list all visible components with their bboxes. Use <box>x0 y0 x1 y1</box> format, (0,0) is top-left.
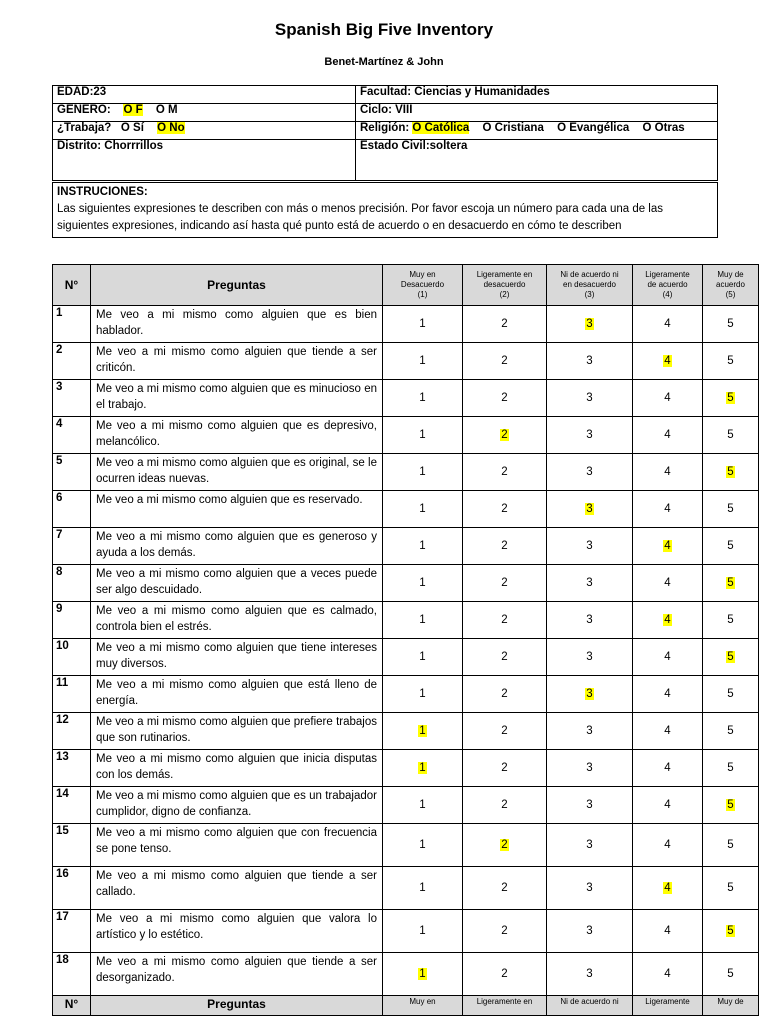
trabaja-field <box>53 122 356 140</box>
answer-cell[interactable] <box>547 953 633 996</box>
table-row <box>53 602 759 639</box>
answer-option: 4 <box>664 651 671 663</box>
religion-field <box>356 122 718 140</box>
footer-questions: Preguntas <box>91 996 383 1016</box>
questions-header-row <box>53 265 759 306</box>
question-number: 9 <box>53 602 91 639</box>
answer-option: 4 <box>664 540 671 552</box>
religion-option-evangelica[interactable]: O Evangélica <box>557 122 630 134</box>
question-number: 15 <box>53 824 91 867</box>
answer-cell[interactable] <box>547 491 633 528</box>
answer-option: 1 <box>419 466 426 478</box>
answer-option: 2 <box>501 540 508 552</box>
answer-cell[interactable] <box>633 713 703 750</box>
answer-cell[interactable] <box>383 639 463 676</box>
answer-option: 1 <box>419 839 426 851</box>
question-text: Me veo a mi mismo como alguien que prefiere trabajos que son rutinarios. <box>91 713 383 750</box>
answer-cell[interactable] <box>547 867 633 910</box>
question-number: 8 <box>53 565 91 602</box>
answer-cell[interactable] <box>633 953 703 996</box>
answer-cell[interactable] <box>703 528 759 565</box>
answer-cell[interactable] <box>703 639 759 676</box>
answer-option: 1 <box>419 925 426 937</box>
answer-cell[interactable] <box>703 910 759 953</box>
answer-option: 2 <box>501 882 508 894</box>
answer-option: 2 <box>501 466 508 478</box>
answer-cell[interactable] <box>633 528 703 565</box>
answer-option: 5 <box>727 355 734 367</box>
answer-cell[interactable] <box>633 565 703 602</box>
answer-option: 1 <box>419 540 426 552</box>
table-row <box>53 639 759 676</box>
answer-option: 1 <box>419 429 426 441</box>
question-text: Me veo a mi mismo como alguien que inicia disputas con los demás. <box>91 750 383 787</box>
footer-scale-3: Ni de acuerdo ni <box>547 996 633 1016</box>
question-text: Me veo a mi mismo como alguien que es reservado. <box>91 491 383 528</box>
question-number: 4 <box>53 417 91 454</box>
document-title: Spanish Big Five Inventory <box>274 20 494 39</box>
answer-cell[interactable] <box>703 565 759 602</box>
question-text: Me veo a mi mismo como alguien que es generoso y ayuda a los demás. <box>91 528 383 565</box>
question-number: 10 <box>53 639 91 676</box>
answer-option: 3 <box>586 503 593 515</box>
answer-cell[interactable] <box>633 639 703 676</box>
header-number: N° <box>53 265 91 306</box>
answer-cell[interactable] <box>633 750 703 787</box>
table-row <box>53 565 759 602</box>
answer-cell[interactable] <box>547 910 633 953</box>
answer-cell[interactable] <box>703 713 759 750</box>
demographics-table <box>52 85 718 181</box>
questions-footer-row <box>53 996 759 1016</box>
question-text: Me veo a mi mismo como alguien que es calmado, controla bien el estrés. <box>91 602 383 639</box>
answer-cell[interactable] <box>463 867 547 910</box>
genero-label: GENERO: <box>57 104 111 116</box>
answer-option: 3 <box>586 651 593 663</box>
table-row <box>53 491 759 528</box>
answer-cell[interactable] <box>383 491 463 528</box>
answer-cell[interactable] <box>463 676 547 713</box>
trabaja-label: ¿Trabaja? <box>57 122 112 134</box>
answer-option: 4 <box>664 318 671 330</box>
answer-cell[interactable] <box>383 910 463 953</box>
answer-option: 1 <box>419 355 426 367</box>
instructions-label: INSTRUCIONES: <box>57 186 148 198</box>
answer-cell[interactable] <box>463 491 547 528</box>
answer-cell[interactable] <box>463 750 547 787</box>
question-text: Me veo a mi mismo como alguien que es un trabajador cumplidor, digno de confianza. <box>91 787 383 824</box>
answer-option: 2 <box>501 429 508 441</box>
answer-option: 2 <box>501 725 508 737</box>
answer-option: 4 <box>664 799 671 811</box>
answer-cell[interactable] <box>463 306 547 343</box>
answer-cell[interactable] <box>633 867 703 910</box>
answer-cell[interactable] <box>547 306 633 343</box>
answer-cell[interactable] <box>547 528 633 565</box>
answer-option: 4 <box>664 466 671 478</box>
table-row <box>53 417 759 454</box>
answer-option: 1 <box>419 651 426 663</box>
question-text: Me veo a mi mismo como alguien que es minucioso en el trabajo. <box>91 380 383 417</box>
table-row <box>53 306 759 343</box>
answer-option: 2 <box>501 968 508 980</box>
question-text: Me veo a mi mismo como alguien que valora lo artístico y lo estético. <box>91 910 383 953</box>
answer-option: 5 <box>727 762 734 774</box>
footer-scale-5: Muy de <box>703 996 759 1016</box>
answer-cell[interactable] <box>703 343 759 380</box>
answer-cell[interactable] <box>703 867 759 910</box>
question-number: 6 <box>53 491 91 528</box>
answer-option: 3 <box>586 577 593 589</box>
answer-cell[interactable] <box>383 787 463 824</box>
header-questions: Preguntas <box>91 265 383 306</box>
answer-cell[interactable] <box>547 750 633 787</box>
answer-option: 2 <box>501 614 508 626</box>
answer-option: 4 <box>664 762 671 774</box>
table-row <box>53 528 759 565</box>
answer-option: 1 <box>419 318 426 330</box>
table-row <box>53 910 759 953</box>
answer-option: 3 <box>586 968 593 980</box>
answer-option: 1 <box>419 799 426 811</box>
answer-option: 3 <box>586 839 593 851</box>
answer-option: 4 <box>664 688 671 700</box>
answer-option: 2 <box>501 688 508 700</box>
answer-cell[interactable] <box>463 602 547 639</box>
answer-option: 4 <box>664 503 671 515</box>
document-authors: Benet-Martínez & John <box>324 56 444 68</box>
genero-option-m[interactable]: O M <box>155 104 178 116</box>
answer-cell[interactable] <box>383 750 463 787</box>
answer-option: 5 <box>727 392 734 404</box>
answer-cell[interactable] <box>703 417 759 454</box>
answer-option: 2 <box>501 925 508 937</box>
question-number: 5 <box>53 454 91 491</box>
trabaja-option-si[interactable]: O Sí <box>120 122 144 134</box>
trabaja-option-no[interactable]: O No <box>157 122 185 134</box>
header-scale-4: Ligeramente de acuerdo (4) <box>633 265 703 306</box>
answer-cell[interactable] <box>383 454 463 491</box>
answer-option: 4 <box>664 925 671 937</box>
table-row <box>53 380 759 417</box>
question-number: 2 <box>53 343 91 380</box>
answer-cell[interactable] <box>383 306 463 343</box>
answer-cell[interactable] <box>633 417 703 454</box>
answer-cell[interactable] <box>547 639 633 676</box>
answer-cell[interactable] <box>547 787 633 824</box>
answer-cell[interactable] <box>463 824 547 867</box>
answer-option: 2 <box>501 392 508 404</box>
answer-option: 3 <box>586 540 593 552</box>
ciclo-field: Ciclo: VIII <box>356 104 718 122</box>
answer-option: 4 <box>664 392 671 404</box>
answer-option: 3 <box>586 392 593 404</box>
question-text: Me veo a mi mismo como alguien que tiene intereses muy diversos. <box>91 639 383 676</box>
table-row <box>53 713 759 750</box>
answer-cell[interactable] <box>463 639 547 676</box>
answer-option: 4 <box>664 355 671 367</box>
answer-cell[interactable] <box>383 565 463 602</box>
facultad-field: Facultad: Ciencias y Humanidades <box>356 86 718 104</box>
answer-option: 1 <box>419 968 426 980</box>
answer-cell[interactable] <box>383 417 463 454</box>
table-row <box>53 824 759 867</box>
religion-option-otras[interactable]: O Otras <box>642 122 685 134</box>
answer-cell[interactable] <box>383 867 463 910</box>
answer-cell[interactable] <box>547 676 633 713</box>
question-number: 17 <box>53 910 91 953</box>
religion-option-cristiana[interactable]: O Cristiana <box>482 122 544 134</box>
answer-cell[interactable] <box>633 910 703 953</box>
question-number: 16 <box>53 867 91 910</box>
answer-cell[interactable] <box>633 602 703 639</box>
answer-cell[interactable] <box>633 306 703 343</box>
answer-cell[interactable] <box>633 676 703 713</box>
question-number: 3 <box>53 380 91 417</box>
answer-cell[interactable] <box>547 713 633 750</box>
answer-option: 1 <box>419 762 426 774</box>
answer-cell[interactable] <box>547 565 633 602</box>
question-text: Me veo a mi mismo como alguien que tiende a ser criticón. <box>91 343 383 380</box>
table-row <box>53 343 759 380</box>
table-row <box>53 676 759 713</box>
question-number: 7 <box>53 528 91 565</box>
answer-cell[interactable] <box>463 565 547 602</box>
answer-cell[interactable] <box>633 343 703 380</box>
footer-number: N° <box>53 996 91 1016</box>
question-number: 14 <box>53 787 91 824</box>
header-scale-5: Muy de acuerdo (5) <box>703 265 759 306</box>
answer-option: 1 <box>419 882 426 894</box>
answer-option: 3 <box>586 725 593 737</box>
answer-cell[interactable] <box>383 528 463 565</box>
question-number: 18 <box>53 953 91 996</box>
answer-cell[interactable] <box>463 343 547 380</box>
answer-cell[interactable] <box>547 454 633 491</box>
genero-field <box>53 104 356 122</box>
answer-option: 4 <box>664 614 671 626</box>
answer-cell[interactable] <box>463 713 547 750</box>
answer-cell[interactable] <box>633 491 703 528</box>
answer-option: 5 <box>727 799 734 811</box>
answer-cell[interactable] <box>463 787 547 824</box>
edad-field: EDAD:23 <box>53 86 356 104</box>
answer-cell[interactable] <box>463 910 547 953</box>
answer-cell[interactable] <box>383 343 463 380</box>
answer-option: 4 <box>664 968 671 980</box>
answer-cell[interactable] <box>383 676 463 713</box>
answer-cell[interactable] <box>547 380 633 417</box>
answer-option: 2 <box>501 839 508 851</box>
instructions-box <box>52 182 718 238</box>
answer-cell[interactable] <box>547 343 633 380</box>
question-number: 11 <box>53 676 91 713</box>
answer-option: 3 <box>586 355 593 367</box>
answer-option: 1 <box>419 725 426 737</box>
answer-option: 4 <box>664 839 671 851</box>
table-row <box>53 787 759 824</box>
instructions-text: Las siguientes expresiones te describen con más o menos precisión. Por favor escoja un número para cada una de las siguientes expresiones, indicando así hasta qué punto está de acuerdo o en desacuerdo en cómo te describen <box>57 203 664 232</box>
answer-option: 3 <box>586 882 593 894</box>
answer-cell[interactable] <box>463 528 547 565</box>
answer-option: 5 <box>727 688 734 700</box>
question-text: Me veo a mi mismo como alguien que es original, se le ocurren ideas nuevas. <box>91 454 383 491</box>
answer-option: 2 <box>501 799 508 811</box>
answer-option: 5 <box>727 429 734 441</box>
answer-option: 5 <box>727 614 734 626</box>
estado-civil-field: Estado Civil:soltera <box>356 140 718 181</box>
question-text: Me veo a mi mismo como alguien que con frecuencia se pone tenso. <box>91 824 383 867</box>
question-text: Me veo a mi mismo como alguien que a veces puede ser algo descuidado. <box>91 565 383 602</box>
answer-cell[interactable] <box>547 824 633 867</box>
footer-scale-2: Ligeramente en <box>463 996 547 1016</box>
answer-option: 3 <box>586 466 593 478</box>
question-text: Me veo a mi mismo como alguien que está lleno de energía. <box>91 676 383 713</box>
answer-option: 5 <box>727 577 734 589</box>
answer-cell[interactable] <box>547 417 633 454</box>
header-scale-2: Ligeramente en desacuerdo (2) <box>463 265 547 306</box>
answer-cell[interactable] <box>703 676 759 713</box>
questions-table <box>52 264 759 1016</box>
answer-option: 1 <box>419 503 426 515</box>
answer-cell[interactable] <box>633 787 703 824</box>
answer-option: 3 <box>586 925 593 937</box>
answer-option: 4 <box>664 725 671 737</box>
answer-option: 3 <box>586 799 593 811</box>
answer-option: 5 <box>727 503 734 515</box>
answer-cell[interactable] <box>633 824 703 867</box>
answer-option: 5 <box>727 925 734 937</box>
header-scale-3: Ni de acuerdo ni en desacuerdo (3) <box>547 265 633 306</box>
answer-option: 1 <box>419 392 426 404</box>
answer-option: 5 <box>727 466 734 478</box>
answer-option: 2 <box>501 503 508 515</box>
answer-cell[interactable] <box>703 824 759 867</box>
answer-option: 2 <box>501 318 508 330</box>
answer-cell[interactable] <box>547 602 633 639</box>
answer-option: 5 <box>727 651 734 663</box>
footer-scale-4: Ligeramente <box>633 996 703 1016</box>
answer-cell[interactable] <box>703 454 759 491</box>
answer-cell[interactable] <box>703 787 759 824</box>
answer-cell[interactable] <box>633 380 703 417</box>
answer-cell[interactable] <box>633 454 703 491</box>
answer-cell[interactable] <box>463 953 547 996</box>
answer-cell[interactable] <box>463 417 547 454</box>
answer-option: 4 <box>664 577 671 589</box>
answer-option: 3 <box>586 318 593 330</box>
answer-option: 2 <box>501 355 508 367</box>
answer-option: 5 <box>727 318 734 330</box>
answer-cell[interactable] <box>383 380 463 417</box>
question-text: Me veo a mi mismo como alguien que tiende a ser callado. <box>91 867 383 910</box>
question-text: Me veo a mi mismo como alguien que es depresivo, melancólico. <box>91 417 383 454</box>
genero-option-f[interactable]: O F <box>123 104 143 116</box>
answer-option: 5 <box>727 725 734 737</box>
answer-option: 1 <box>419 688 426 700</box>
answer-option: 4 <box>664 429 671 441</box>
question-number: 12 <box>53 713 91 750</box>
answer-cell[interactable] <box>703 380 759 417</box>
answer-option: 3 <box>586 762 593 774</box>
header-scale-1: Muy en Desacuerdo (1) <box>383 265 463 306</box>
question-number: 1 <box>53 306 91 343</box>
answer-option: 2 <box>501 651 508 663</box>
answer-cell[interactable] <box>703 491 759 528</box>
answer-cell[interactable] <box>383 953 463 996</box>
answer-option: 1 <box>419 614 426 626</box>
table-row <box>53 750 759 787</box>
answer-cell[interactable] <box>463 454 547 491</box>
answer-option: 5 <box>727 839 734 851</box>
table-row <box>53 953 759 996</box>
answer-option: 5 <box>727 540 734 552</box>
answer-option: 3 <box>586 614 593 626</box>
answer-option: 5 <box>727 968 734 980</box>
answer-cell[interactable] <box>703 750 759 787</box>
question-text: Me veo a mi mismo como alguien que es bien hablador. <box>91 306 383 343</box>
religion-label: Religión: <box>360 122 410 134</box>
table-row <box>53 454 759 491</box>
answer-cell[interactable] <box>463 380 547 417</box>
distrito-field: Distrito: Chorrrillos <box>53 140 356 181</box>
answer-cell[interactable] <box>703 953 759 996</box>
table-row <box>53 867 759 910</box>
answer-option: 3 <box>586 688 593 700</box>
answer-option: 4 <box>664 882 671 894</box>
answer-cell[interactable] <box>383 824 463 867</box>
religion-option-catolica[interactable]: O Católica <box>412 122 470 134</box>
footer-scale-1: Muy en <box>383 996 463 1016</box>
answer-option: 2 <box>501 577 508 589</box>
question-text: Me veo a mi mismo como alguien que tiende a ser desorganizado. <box>91 953 383 996</box>
answer-cell[interactable] <box>383 602 463 639</box>
question-number: 13 <box>53 750 91 787</box>
answer-cell[interactable] <box>703 602 759 639</box>
answer-option: 2 <box>501 762 508 774</box>
answer-cell[interactable] <box>383 713 463 750</box>
answer-option: 1 <box>419 577 426 589</box>
answer-option: 5 <box>727 882 734 894</box>
answer-cell[interactable] <box>703 306 759 343</box>
answer-option: 3 <box>586 429 593 441</box>
